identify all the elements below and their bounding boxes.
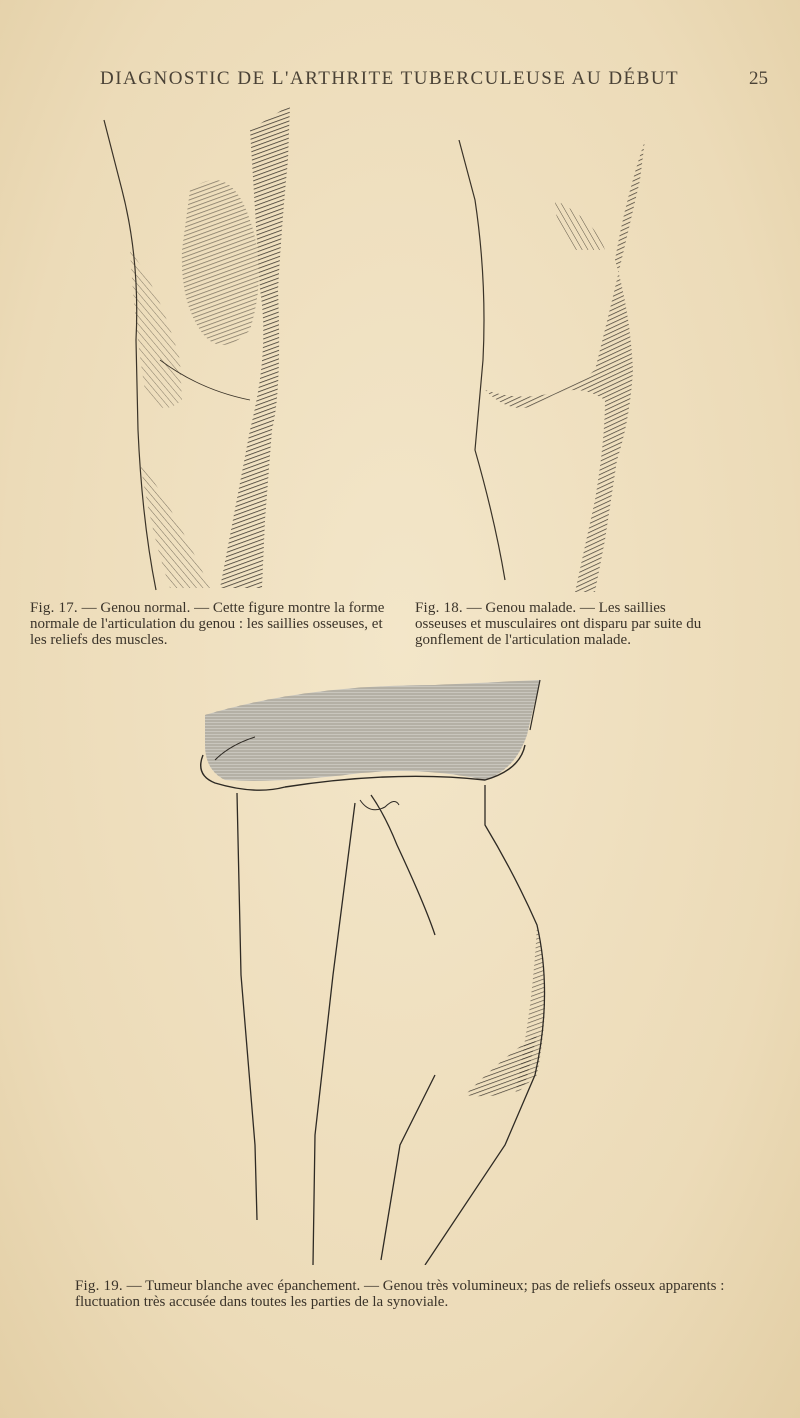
- figure-17-caption: [30, 600, 400, 648]
- figure-17-caption-text: — Genou normal. — Cette figure montre la forme normale de l'articulation du genou : les saillies osseuses, et les reliefs des muscles.: [30, 600, 385, 648]
- figure-18-label: Fig. 18.: [415, 600, 463, 616]
- page-number: 25: [749, 68, 768, 89]
- figure-18-caption: [415, 600, 715, 648]
- running-title: DIAGNOSTIC DE L'ARTHRITE TUBERCULEUSE AU DÉBUT: [100, 68, 680, 89]
- figure-19-label: Fig. 19.: [75, 1278, 123, 1294]
- figure-17-label: Fig. 17.: [30, 600, 78, 616]
- figure-18-illustration: [455, 140, 655, 595]
- figure-19-caption: [75, 1278, 775, 1310]
- figure-19-illustration: [185, 675, 555, 1265]
- figure-19-caption-text: — Tumeur blanche avec épanchement. — Genou très volumineux; pas de reliefs osseux apparents : fluctuation très accusée dans toutes les parties de la synoviale.: [75, 1278, 725, 1310]
- page-header: [0, 68, 800, 92]
- figure-17-illustration: [100, 100, 300, 595]
- figure-18-caption-text: — Genou malade. — Les saillies osseuses et musculaires ont disparu par suite du gonflement de l'articulation malade.: [415, 600, 702, 648]
